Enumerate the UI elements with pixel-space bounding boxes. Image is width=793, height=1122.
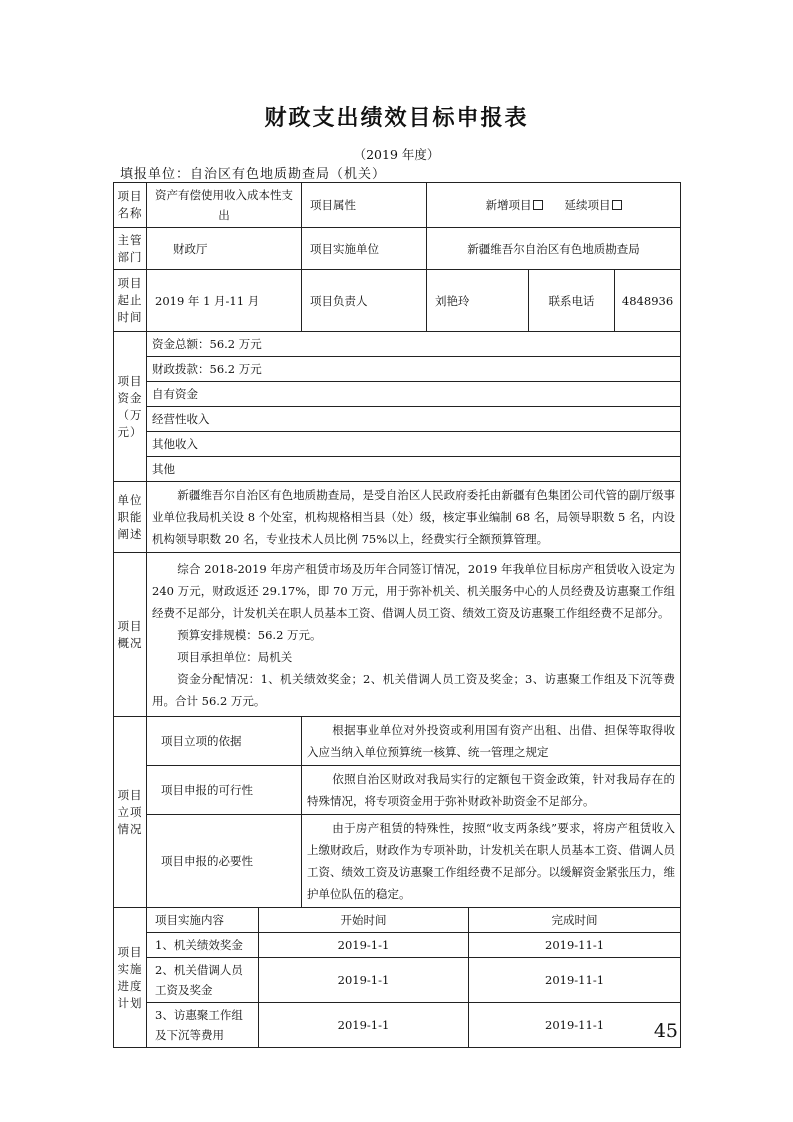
schedule-start-1: 2019-1-1 [259, 933, 469, 958]
form-year: （2019 年度） [353, 147, 440, 162]
approval-basis-text: 根据事业单位对外投资或利用国有资产出租、出借、担保等取得收入应当纳入单位预算统一核算、统一管理之规定 [302, 717, 681, 766]
row-approval-necessity [114, 815, 681, 908]
project-name-value: 资产有偿使用收入成本性支出 [147, 183, 302, 228]
new-project-option: 新增项目 [485, 198, 532, 212]
approval-label: 项目立项情况 [114, 717, 147, 908]
funds-total: 资金总额：56.2 万元 [147, 332, 681, 357]
table-row [114, 933, 681, 958]
phone-label: 联系电话 [529, 270, 615, 332]
row-approval-feasibility [114, 766, 681, 815]
continuing-project-option: 延续项目 [564, 198, 611, 212]
row-project-name [114, 183, 681, 228]
schedule-start-3: 2019-1-1 [259, 1003, 469, 1048]
project-attr-label: 项目属性 [302, 183, 427, 228]
row-duties [114, 482, 681, 553]
approval-necessity-text: 由于房产租赁的特殊性，按照“收支两条线”要求，将房产租赁收入上缴财政后，财政作为专项补助，计发机关在职人员基本工资、借调人员工资、绩效工资及访惠聚工作组经费不足部分。以缓解资金紧张压力，维护单位队伍的稳定。 [302, 815, 681, 908]
form-title: 财政支出绩效目标申报表 [264, 105, 529, 131]
approval-basis-label: 项目立项的依据 [147, 717, 302, 766]
funds-fiscal: 财政拨款：56.2 万元 [147, 357, 681, 382]
overview-text [147, 553, 681, 717]
schedule-header-start: 开始时间 [259, 908, 469, 933]
leader-label: 项目负责人 [302, 270, 427, 332]
row-overview [114, 553, 681, 717]
schedule-end-1: 2019-11-1 [469, 933, 681, 958]
schedule-label: 项目实施进度计划 [114, 908, 147, 1048]
table-row [114, 1003, 681, 1048]
row-period [114, 270, 681, 332]
funds-other-income: 其他收入 [147, 432, 681, 457]
approval-feasibility-label: 项目申报的可行性 [147, 766, 302, 815]
table-row [114, 958, 681, 1003]
dept-label: 主管部门 [114, 228, 147, 270]
funds-own: 自有资金 [147, 382, 681, 407]
overview-para-4: 资金分配情况：1、机关绩效奖金；2、机关借调人员工资及奖金；3、访惠聚工作组及下沉等费用。合计 56.2 万元。 [152, 671, 676, 708]
schedule-end-2: 2019-11-1 [469, 958, 681, 1003]
continuing-project-checkbox[interactable] [612, 200, 622, 210]
approval-feasibility-text: 依照自治区财政对我局实行的定额包干资金政策，针对我局存在的特殊情况，将专项资金用于弥补财政补助资金不足部分。 [302, 766, 681, 815]
period-label: 项目起止时间 [114, 270, 147, 332]
overview-para-3: 项目承担单位：局机关 [177, 649, 293, 664]
approval-necessity-label: 项目申报的必要性 [147, 815, 302, 908]
impl-unit-value: 新疆维吾尔自治区有色地质勘查局 [427, 228, 681, 270]
impl-unit-label: 项目实施单位 [302, 228, 427, 270]
new-project-checkbox[interactable] [533, 200, 543, 210]
schedule-header-end: 完成时间 [469, 908, 681, 933]
period-value: 2019 年 1 月-11 月 [147, 270, 302, 332]
row-approval-basis [114, 717, 681, 766]
funds-operating: 经营性收入 [147, 407, 681, 432]
schedule-item-3: 3、访惠聚工作组及下沉等费用 [147, 1003, 259, 1048]
application-form-table [113, 182, 681, 1048]
project-attr-options [427, 183, 681, 228]
duties-text: 新疆维吾尔自治区有色地质勘查局，是受自治区人民政府委托由新疆有色集团公司代管的副厅级事业单位我局机关设 8 个处室，机构规格相当县（处）级，核定事业编制 68 名，局领导职数 5 名，内设机构领导职数 20 名，专业技术人员比例 75%以上，经费实行全额预算管理。 [147, 482, 681, 553]
funds-other: 其他 [147, 457, 681, 482]
dept-value: 财政厅 [147, 228, 302, 270]
leader-value: 刘艳玲 [427, 270, 529, 332]
overview-label: 项目概况 [114, 553, 147, 717]
schedule-item-2: 2、机关借调人员工资及奖金 [147, 958, 259, 1003]
overview-para-2: 预算安排规模：56.2 万元。 [177, 627, 322, 642]
funds-label: 项目资金（万元） [114, 332, 147, 482]
schedule-start-2: 2019-1-1 [259, 958, 469, 1003]
filing-unit: 填报单位：自治区有色地质勘查局（机关） [120, 167, 387, 182]
row-schedule-header [114, 908, 681, 933]
project-name-label: 项目名称 [114, 183, 147, 228]
schedule-header-content: 项目实施内容 [147, 908, 259, 933]
schedule-end-3: 2019-11-1 [469, 1003, 681, 1048]
duties-label: 单位职能阐述 [114, 482, 147, 553]
phone-value: 4848936 [615, 270, 681, 332]
row-department [114, 228, 681, 270]
row-funds-0 [114, 332, 681, 357]
page-number: 45 [653, 1020, 678, 1042]
overview-para-1: 综合 2018-2019 年房产租赁市场及历年合同签订情况，2019 年我单位目标房产租赁收入设定为 240 万元，财政返还 29.17%，即 70 万元，用于弥补机关、机关服务中心的人员经费及访惠聚工作组经费不足部分，计发机关在职人员基本工资、借调人员工资、绩效工资及访惠聚工作组经费不足部分。 [152, 561, 676, 620]
schedule-item-1: 1、机关绩效奖金 [147, 933, 259, 958]
